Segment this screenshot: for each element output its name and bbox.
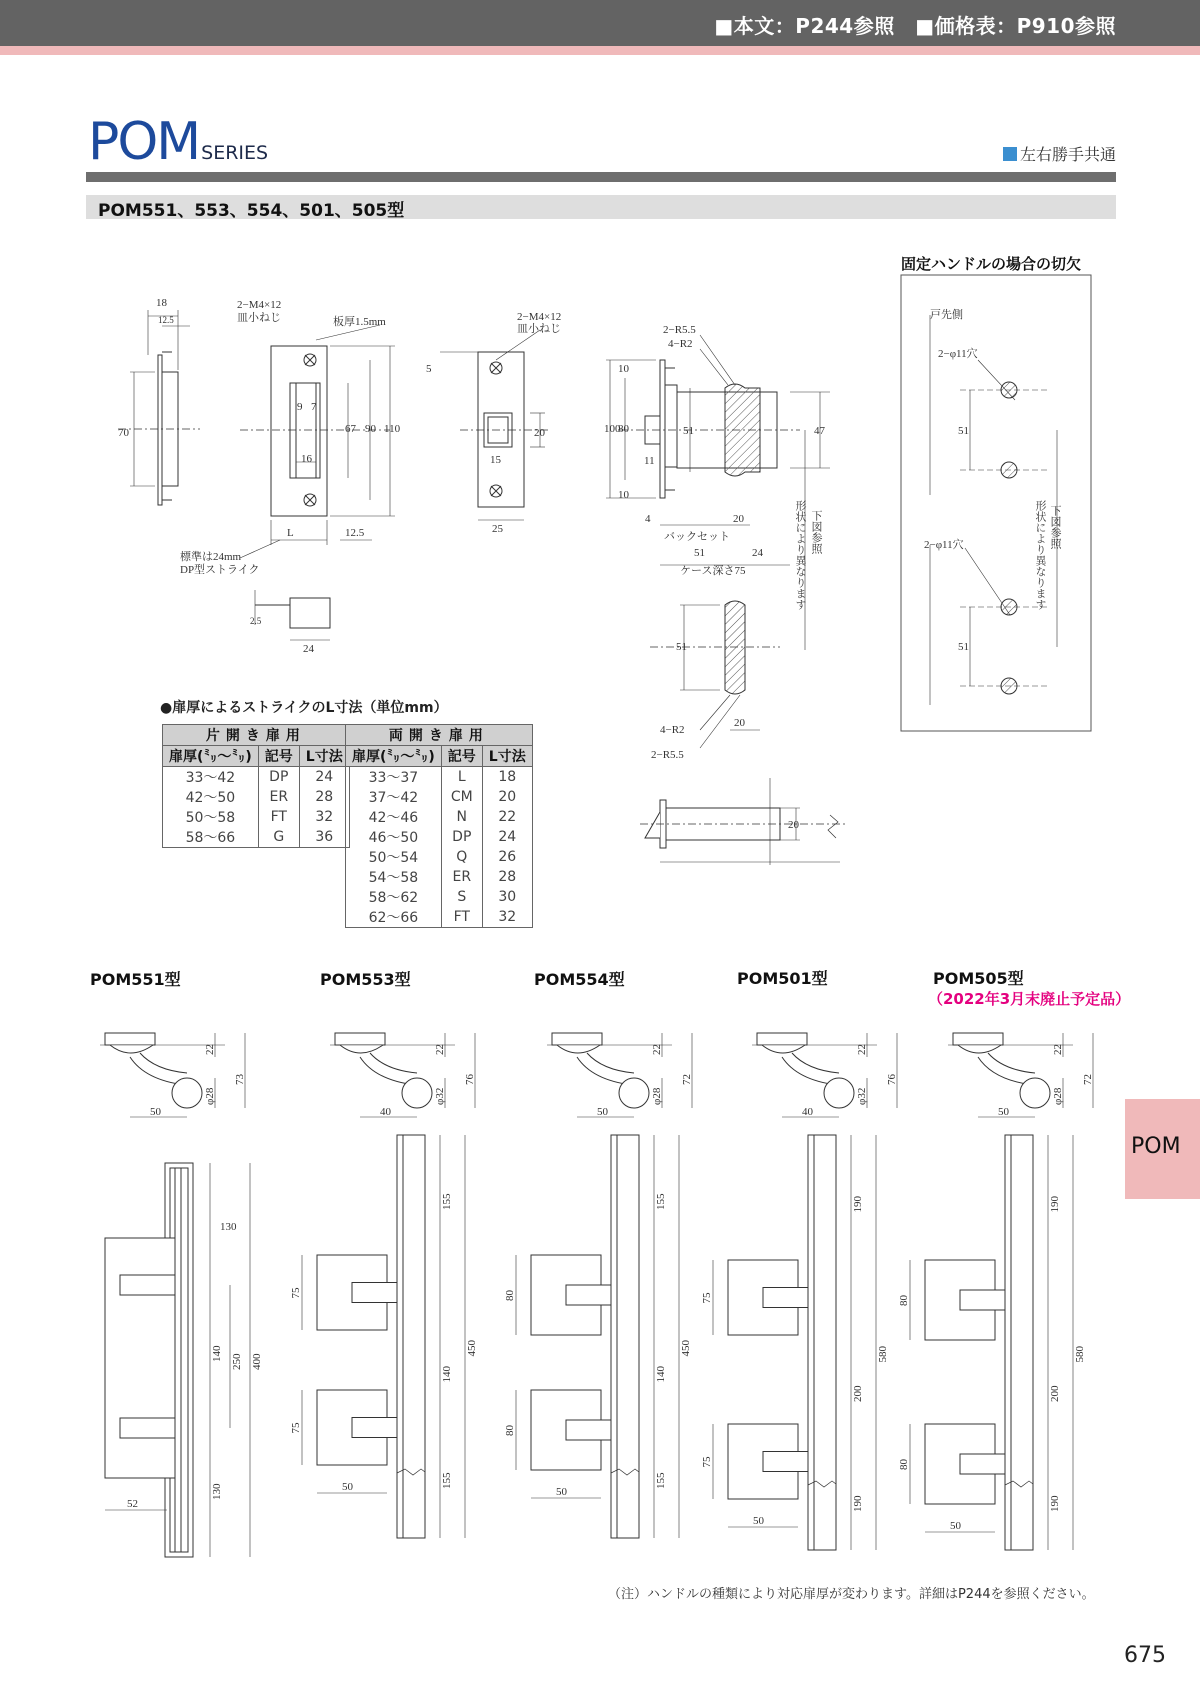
handle-dim-lower: 155 — [441, 1472, 453, 1489]
table-row — [346, 847, 533, 867]
l-dim-cell: 36 — [299, 827, 349, 848]
dim-20b: 20 — [733, 513, 744, 525]
dim-25: 25 — [492, 523, 503, 535]
handle-dim-upper: 190 — [852, 1196, 864, 1213]
latch-screw-type: 皿小ねじ — [517, 323, 561, 335]
dim-5: 5 — [426, 363, 432, 375]
handle-dim-total: 450 — [466, 1340, 478, 1357]
col-code: 記号 — [441, 746, 482, 767]
handle-dim-lower: 190 — [1049, 1495, 1061, 1512]
dim-51: 51 — [683, 425, 694, 437]
l-dim-cell: 32 — [482, 907, 532, 928]
code-cell: S — [441, 887, 482, 907]
thickness-cell: 54〜58 — [346, 867, 442, 887]
handle-dim-diameter: φ32 — [434, 1087, 446, 1105]
handle-dim-diameter: φ28 — [1052, 1087, 1064, 1105]
handle-dim-height: 22 — [204, 1044, 216, 1055]
model-label-551: POM551型 — [90, 970, 181, 989]
handle-dim-height: 22 — [651, 1044, 663, 1055]
dim-100: 100 — [604, 423, 621, 435]
side-index-label: POM — [1131, 1134, 1181, 1159]
reference-links[interactable]: ■本文：P244参照 ■価格表：P910参照 — [714, 14, 1116, 38]
l-dim-cell: 20 — [482, 787, 532, 807]
handle-dim-depth: 73 — [234, 1074, 246, 1085]
dim-9: 9 — [297, 401, 303, 413]
handle-dim-total: 450 — [680, 1340, 692, 1357]
thickness-cell: 37〜42 — [346, 787, 442, 807]
dim-16: 16 — [301, 453, 312, 465]
handle-dim-width: 50 — [998, 1106, 1009, 1118]
radius-r2-top: 4−R2 — [668, 338, 693, 350]
handle-dim-height: 22 — [434, 1044, 446, 1055]
handle-dim-diameter: φ28 — [651, 1087, 663, 1105]
hole-spec-bottom: 2−φ11穴 — [924, 539, 964, 551]
vertical-note-2: 下図参照 — [810, 510, 822, 554]
dim-70: 70 — [118, 427, 129, 439]
thickness-cell: 50〜58 — [163, 807, 259, 827]
handle-dim-middle: 200 — [852, 1385, 864, 1402]
dim-20c: 20 — [734, 717, 745, 729]
handle-dim-depth: 76 — [464, 1074, 476, 1085]
col-l-dim: L寸法 — [482, 746, 532, 767]
code-cell: DP — [258, 767, 299, 788]
table-row — [163, 787, 350, 807]
handle-dim-depth: 72 — [681, 1074, 693, 1085]
dim-11: 11 — [644, 455, 655, 467]
model-label-553: POM553型 — [320, 970, 411, 989]
strike-type-note: DP型ストライク — [180, 564, 260, 576]
backset-label: バックセット — [664, 531, 730, 543]
thickness-cell: 33〜42 — [163, 767, 259, 788]
handle-dim-block-lower: 80 — [898, 1459, 910, 1470]
code-cell: G — [258, 827, 299, 848]
strike-screw-type: 皿小ねじ — [237, 312, 281, 324]
handle-dim-upper: 155 — [441, 1193, 453, 1210]
code-cell: CM — [441, 787, 482, 807]
thickness-cell: 50〜54 — [346, 847, 442, 867]
handle-dim-middle: 140 — [655, 1366, 667, 1383]
code-cell: ER — [258, 787, 299, 807]
handle-dim-middle: 140 — [441, 1366, 453, 1383]
series-suffix: SERIES — [201, 142, 269, 164]
l-dim-cell: 18 — [482, 767, 532, 788]
code-cell: N — [441, 807, 482, 827]
table-row — [346, 907, 533, 928]
dim-51b: 51 — [694, 547, 705, 559]
footnote: （注）ハンドルの種類により対応扉厚が変わります。詳細はP244を参照ください。 — [608, 1587, 1095, 1602]
plate-thickness: 板厚1.5mm — [333, 316, 386, 328]
dim-47: 47 — [814, 425, 825, 437]
handle-dim-width: 50 — [150, 1106, 161, 1118]
case-depth-label: ケース深さ75 — [680, 565, 746, 577]
dim-4: 4 — [645, 513, 651, 525]
l-dim-cell: 32 — [299, 807, 349, 827]
handle-dim-total: 580 — [877, 1346, 889, 1363]
dim-L: L — [287, 527, 294, 539]
handle-dim-height: 22 — [856, 1044, 868, 1055]
handle-dim-diameter: φ28 — [204, 1087, 216, 1105]
cutout-vertical-note-2: 下図参照 — [1049, 505, 1061, 549]
handle-dim-upper: 190 — [1049, 1196, 1061, 1213]
code-cell: FT — [441, 907, 482, 928]
hole-spec-top: 2−φ11穴 — [938, 348, 978, 360]
dim-12-5b: 12.5 — [345, 527, 365, 539]
handle-dim-diameter: φ32 — [856, 1087, 868, 1105]
handle-dim-base: 52 — [127, 1498, 138, 1510]
col-thickness: 扉厚(㍉〜㍉) — [346, 746, 442, 767]
cutout-title: 固定ハンドルの場合の切欠 — [901, 255, 1082, 273]
handle-dim-width: 40 — [802, 1106, 813, 1118]
handle-dim-base: 50 — [342, 1481, 353, 1493]
single-door-table — [162, 724, 350, 848]
dim-20d: 20 — [788, 819, 799, 831]
handle-dim-lower: 155 — [655, 1472, 667, 1489]
col-thickness: 扉厚(㍉〜㍉) — [163, 746, 259, 767]
discontinued-note: （2022年3月末廃止予定品） — [928, 990, 1131, 1008]
table-row — [346, 867, 533, 887]
dim-51c: 51 — [676, 641, 687, 653]
model-label-554: POM554型 — [534, 970, 625, 989]
dim-18: 18 — [156, 297, 167, 309]
handle-dim-base: 50 — [556, 1486, 567, 1498]
table-row — [163, 827, 350, 848]
l-dim-cell: 22 — [482, 807, 532, 827]
thickness-cell: 58〜62 — [346, 887, 442, 907]
handle-dim-base: 50 — [950, 1520, 961, 1532]
table-row — [163, 807, 350, 827]
radius-r5-5-top: 2−R5.5 — [663, 324, 696, 336]
handle-dim-block-lower: 75 — [290, 1422, 302, 1434]
l-dim-cell: 24 — [482, 827, 532, 847]
handle-551-drawing — [100, 1033, 250, 1557]
thickness-cell: 42〜50 — [163, 787, 259, 807]
latch-bolt-view — [640, 778, 845, 865]
l-dim-cell: 28 — [299, 787, 349, 807]
code-cell: Q — [441, 847, 482, 867]
handle-dim-height: 22 — [1052, 1044, 1064, 1055]
latch-front-view — [440, 330, 548, 520]
table-row — [346, 767, 533, 788]
latch-screw-spec: 2−M4×12 — [517, 311, 562, 323]
table-row — [346, 807, 533, 827]
strike-standard-note: 標準は24mm — [180, 551, 242, 563]
handle-dim-lower: 130 — [211, 1483, 223, 1500]
double-door-table — [345, 724, 533, 928]
handle-dim-total: 580 — [1074, 1346, 1086, 1363]
handle-dim-block-upper: 80 — [898, 1295, 910, 1306]
code-cell: DP — [441, 827, 482, 847]
radius-r5-5-bottom: 2−R5.5 — [651, 749, 684, 761]
thickness-cell: 42〜46 — [346, 807, 442, 827]
cutout-box — [901, 275, 1091, 731]
l-dim-cell: 28 — [482, 867, 532, 887]
l-dim-cell: 30 — [482, 887, 532, 907]
handle-dim-upper: 130 — [220, 1221, 237, 1233]
cutout-pitch-bottom: 51 — [958, 641, 969, 653]
model-label-501: POM501型 — [737, 969, 828, 988]
dim-24: 24 — [752, 547, 763, 559]
common-note-text: 左右勝手共通 — [1019, 145, 1116, 164]
code-cell: ER — [441, 867, 482, 887]
handle-dim-lower: 190 — [852, 1495, 864, 1512]
handle-dim-width: 50 — [597, 1106, 608, 1118]
vertical-note-1: 形状により異なります — [794, 500, 806, 610]
table-row — [346, 787, 533, 807]
radius-r2-bottom: 4−R2 — [660, 724, 685, 736]
table-row — [163, 767, 350, 788]
thickness-cell: 58〜66 — [163, 827, 259, 848]
handle-dim-block-lower: 80 — [504, 1425, 516, 1436]
door-edge-label: 戸先側 — [930, 309, 963, 321]
thickness-cell: 62〜66 — [346, 907, 442, 928]
dim-24-strike: 24 — [303, 643, 314, 655]
handle-dim-total: 400 — [251, 1353, 263, 1370]
dim-10: 10 — [618, 363, 629, 375]
strike-front-view — [240, 325, 395, 558]
model-label-505: POM505型 — [933, 969, 1024, 988]
handle-dim-width: 40 — [380, 1106, 391, 1118]
handle-dim-block-upper: 80 — [504, 1290, 516, 1301]
strike-section-view — [255, 590, 330, 640]
dim-67: 67 — [345, 423, 356, 435]
l-dim-cell: 24 — [299, 767, 349, 788]
handle-dim-base: 50 — [753, 1515, 764, 1527]
single-door-group: 片開き扉用 — [163, 725, 350, 746]
dim-110: 110 — [384, 423, 401, 435]
side-index-tab[interactable] — [1125, 1099, 1200, 1199]
handle-dim-grip: 250 — [231, 1353, 243, 1370]
strike-screw-spec: 2−M4×12 — [237, 299, 282, 311]
handles-layer — [100, 1033, 1094, 1557]
handle-dim-block-upper: 75 — [701, 1292, 713, 1304]
double-door-group: 両開き扉用 — [346, 725, 533, 746]
dim-15: 15 — [490, 454, 501, 466]
dim-90: 90 — [365, 423, 376, 435]
handle-dim-depth: 76 — [886, 1074, 898, 1085]
handle-dim-middle: 140 — [211, 1345, 223, 1362]
dim-80: 80 — [618, 423, 629, 435]
cutout-vertical-note-1: 形状により異なります — [1034, 500, 1046, 610]
code-cell: L — [441, 767, 482, 788]
table-row — [346, 827, 533, 847]
handle-dim-depth: 72 — [1082, 1074, 1094, 1085]
handle-dim-upper: 155 — [655, 1193, 667, 1210]
cutout-pitch-top: 51 — [958, 425, 969, 437]
strike-table-caption: ●扉厚によるストライクのL寸法（単位mm） — [160, 700, 448, 716]
handle-dim-middle: 200 — [1049, 1385, 1061, 1402]
dim-20: 20 — [534, 427, 545, 439]
model-subheading-text: POM551、553、554、501、505型 — [98, 201, 405, 221]
handle-dim-block-upper: 75 — [290, 1287, 302, 1299]
l-dim-cell: 26 — [482, 847, 532, 867]
lock-side-view — [118, 310, 200, 505]
handle-dim-block-lower: 75 — [701, 1456, 713, 1468]
code-cell: FT — [258, 807, 299, 827]
thickness-cell: 46〜50 — [346, 827, 442, 847]
page-number: 675 — [1124, 1643, 1166, 1668]
series-name: POM — [88, 112, 200, 172]
dim-10b: 10 — [618, 489, 629, 501]
col-l-dim: L寸法 — [299, 746, 349, 767]
col-code: 記号 — [258, 746, 299, 767]
thickness-cell: 33〜37 — [346, 767, 442, 788]
dim-12-5: 12.5 — [158, 315, 174, 325]
table-row — [346, 887, 533, 907]
dim-7: 7 — [311, 401, 317, 413]
dim-2-5: 2.5 — [250, 616, 262, 626]
